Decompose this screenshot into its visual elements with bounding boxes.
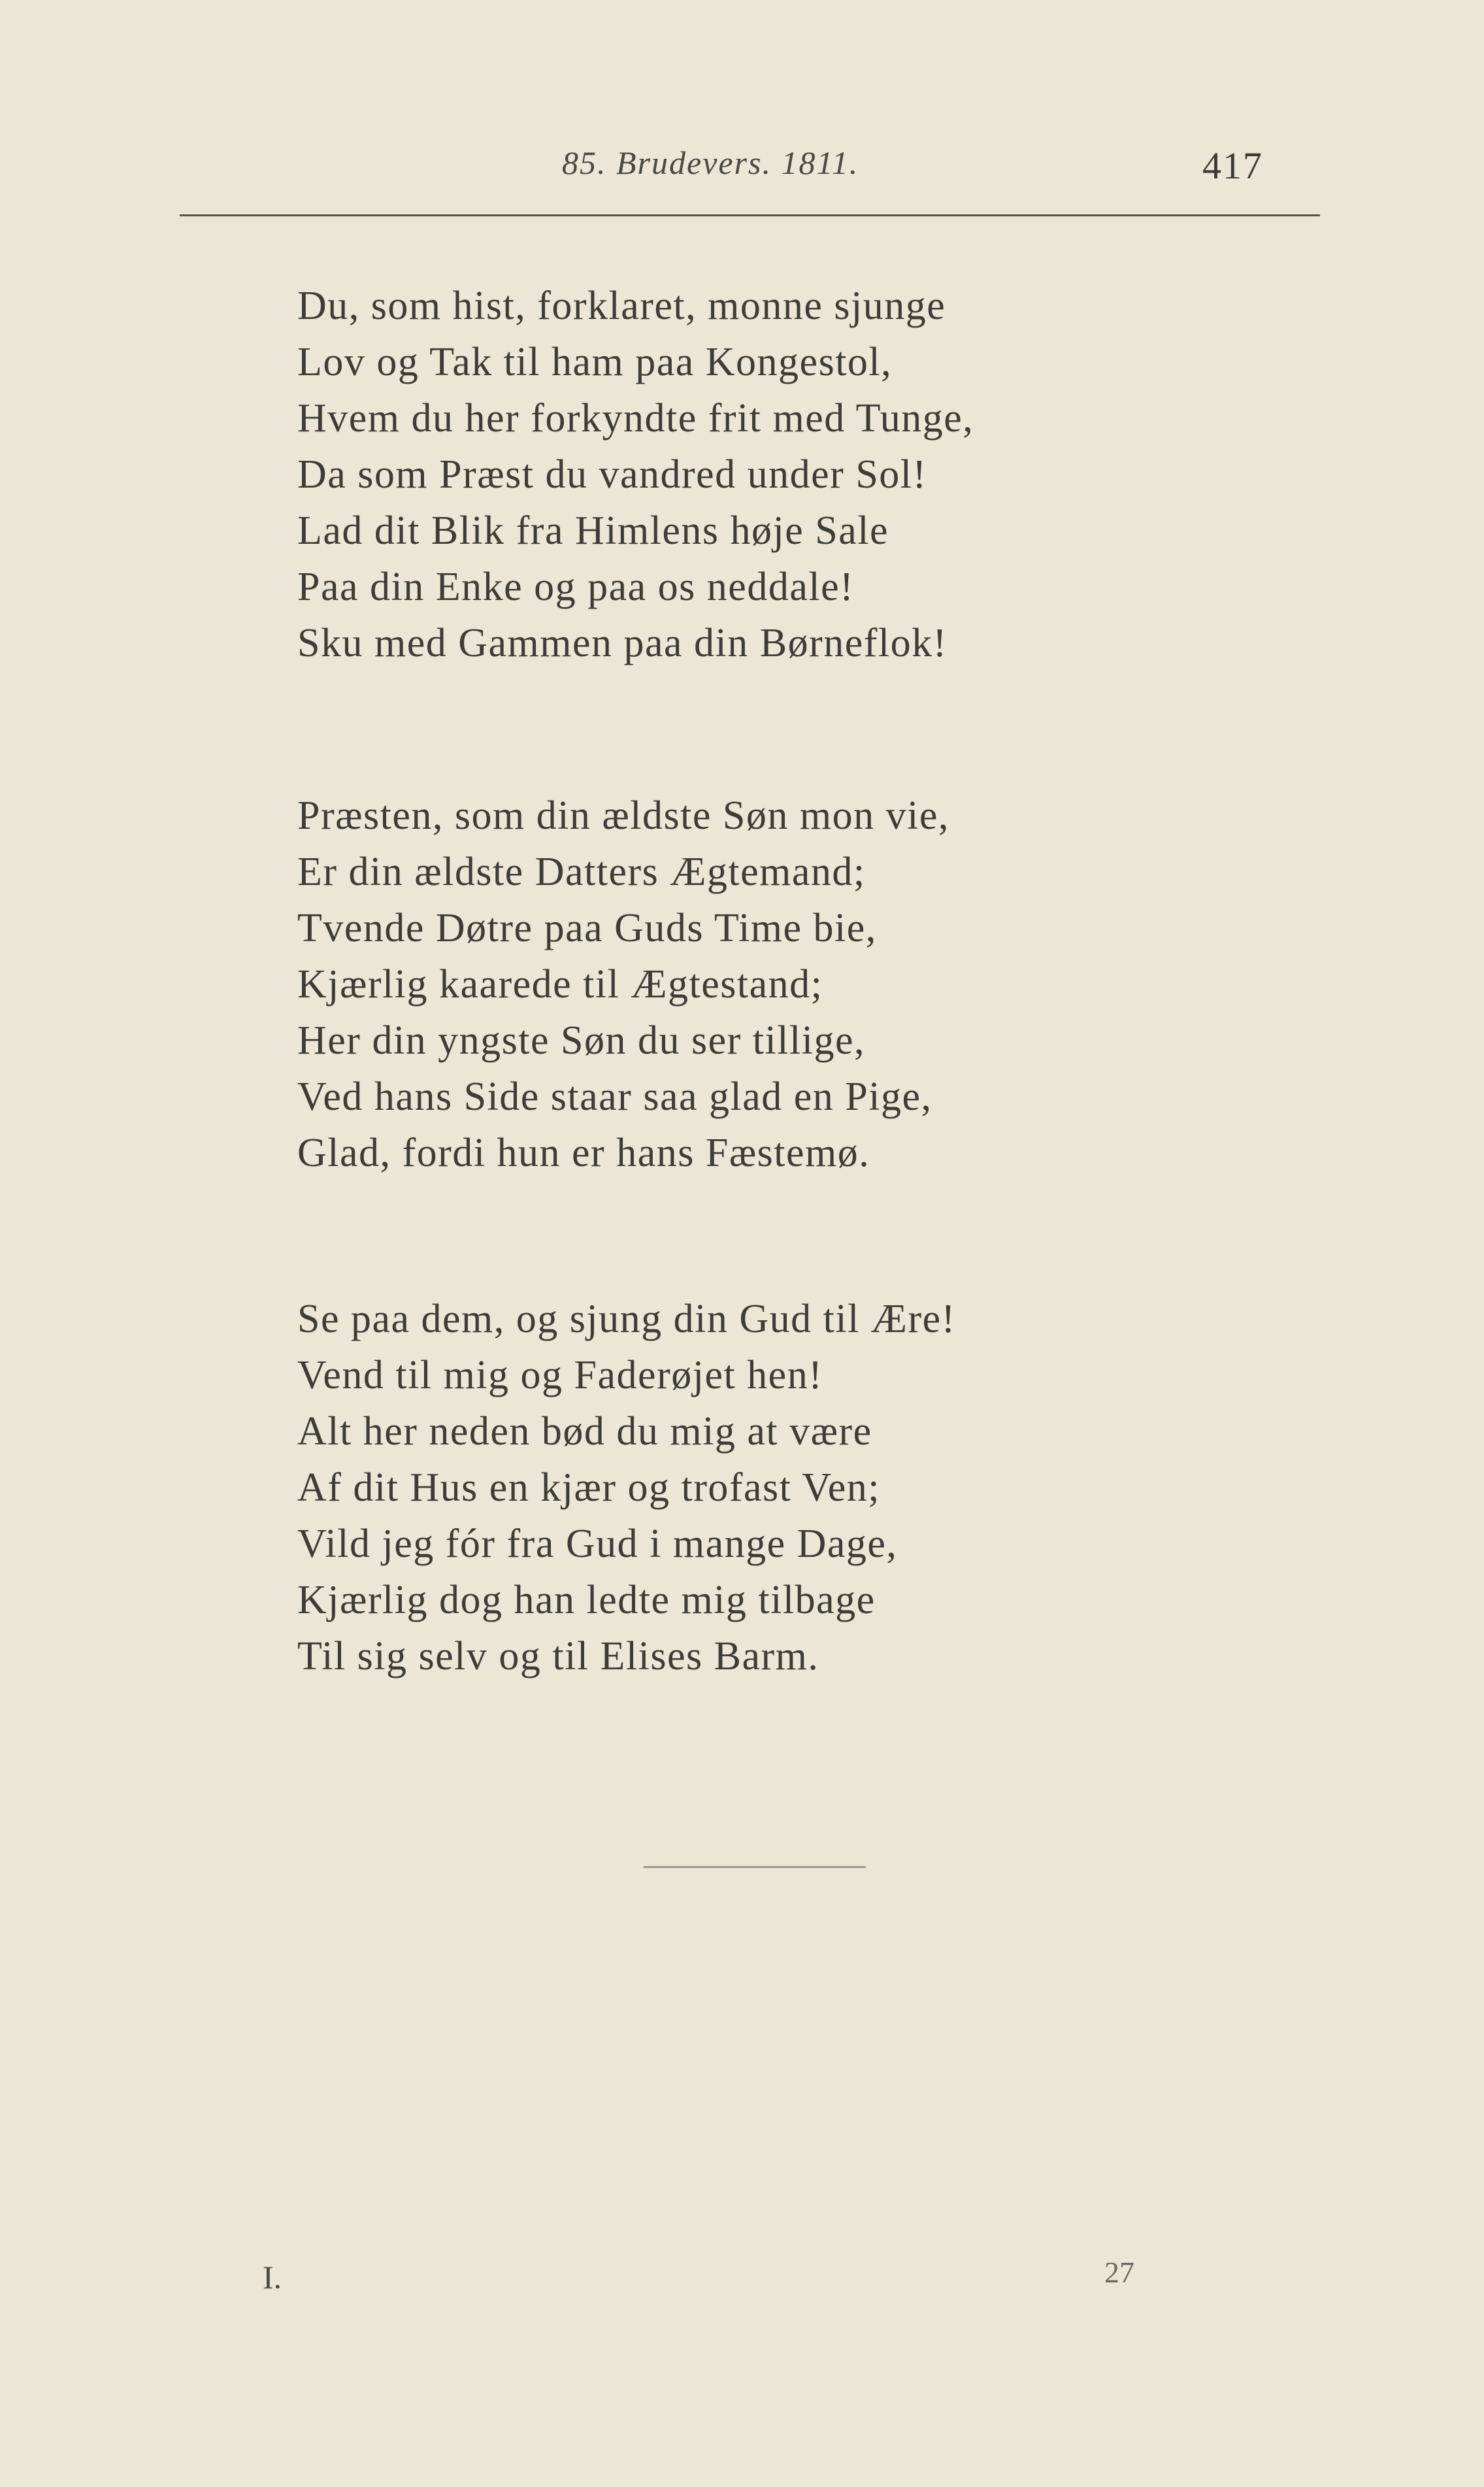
signature-mark: I. xyxy=(263,2259,282,2295)
verse-line: Lad dit Blik fra Himlens høje Sale xyxy=(297,509,889,553)
verse-line: Da som Præst du vandred under Sol! xyxy=(297,452,927,497)
verse-line: Glad, fordi hun er hans Fæstemø. xyxy=(297,1131,870,1175)
verse-line: Du, som hist, forklaret, monne sjunge xyxy=(297,284,946,328)
stanza-3 xyxy=(297,1291,956,1684)
verse-line: Se paa dem, og sjung din Gud til Ære! xyxy=(297,1297,956,1341)
running-title: 85. Brudevers. 1811. xyxy=(562,144,859,181)
verse-line: Hvem du her forkyndte frit med Tunge, xyxy=(297,396,974,441)
stanza-2 xyxy=(297,788,949,1181)
page-number: 417 xyxy=(1202,144,1263,187)
verse-line: Her din yngste Søn du ser tillige, xyxy=(297,1018,865,1063)
verse-line: Præsten, som din ældste Søn mon vie, xyxy=(297,793,949,838)
verse-line: Vend til mig og Faderøjet hen! xyxy=(297,1353,823,1397)
verse-line: Af dit Hus en kjær og trofast Ven; xyxy=(297,1465,880,1510)
verse-line: Lov og Tak til ham paa Kongestol, xyxy=(297,340,893,384)
verse-line: Tvende Døtre paa Guds Time bie, xyxy=(297,906,877,950)
verse-line: Vild jeg fór fra Gud i mange Dage, xyxy=(297,1522,898,1566)
sheet-number: 27 xyxy=(1104,2256,1134,2289)
verse-line: Kjærlig dog han ledte mig tilbage xyxy=(297,1578,876,1622)
verse-line: Paa din Enke og paa os neddale! xyxy=(297,565,855,609)
verse-line: Til sig selv og til Elises Barm. xyxy=(297,1634,819,1678)
stanza-1 xyxy=(297,278,974,671)
verse-line: Alt her neden bød du mig at være xyxy=(297,1409,872,1454)
end-rule xyxy=(644,1866,866,1868)
verse-line: Kjærlig kaarede til Ægtestand; xyxy=(297,962,823,1007)
verse-line: Sku med Gammen paa din Børneflok! xyxy=(297,621,948,665)
verse-line: Ved hans Side staar saa glad en Pige, xyxy=(297,1075,932,1119)
header-rule xyxy=(180,214,1320,216)
verse-line: Er din ældste Datters Ægtemand; xyxy=(297,850,866,894)
